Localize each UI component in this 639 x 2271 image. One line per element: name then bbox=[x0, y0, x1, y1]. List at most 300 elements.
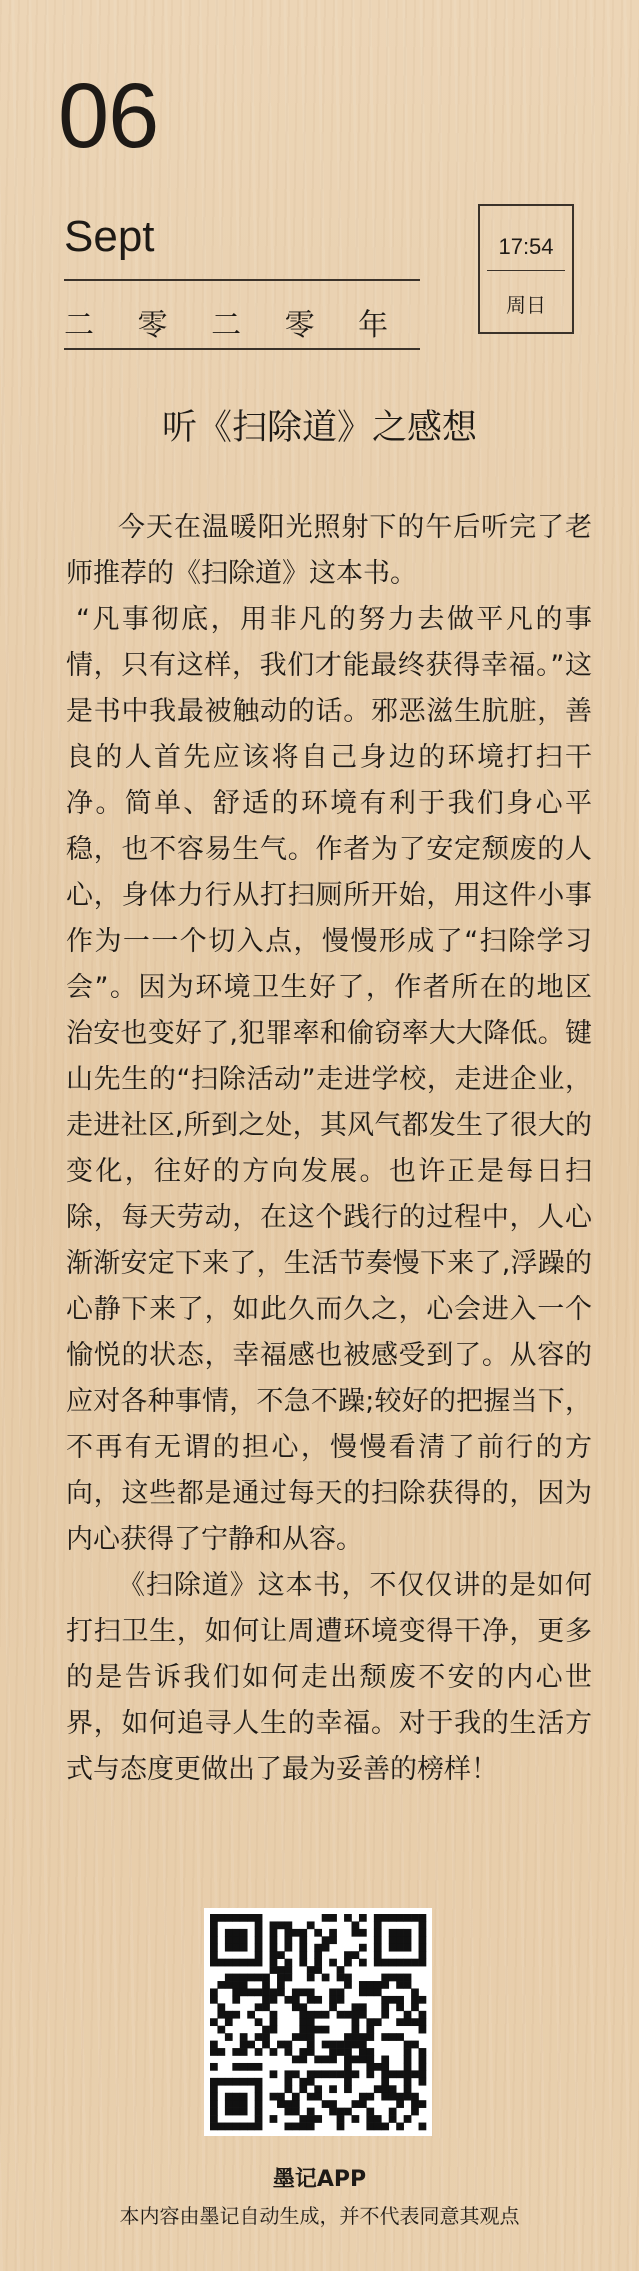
qr-module bbox=[359, 1988, 367, 1996]
qr-module bbox=[352, 2115, 360, 2123]
qr-module bbox=[389, 2085, 397, 2093]
qr-module bbox=[344, 2063, 352, 2071]
qr-module bbox=[240, 2041, 248, 2049]
qr-module bbox=[255, 1959, 263, 1967]
qr-module bbox=[270, 1951, 278, 1959]
qr-module bbox=[381, 1914, 389, 1922]
qr-module bbox=[329, 2108, 337, 2116]
qr-module bbox=[270, 2011, 278, 2019]
qr-module bbox=[389, 2070, 397, 2078]
qr-module bbox=[240, 1914, 248, 1922]
qr-module bbox=[359, 1944, 367, 1952]
qr-module bbox=[277, 1974, 285, 1982]
qr-module bbox=[366, 2033, 374, 2041]
qr-module bbox=[374, 1988, 382, 1996]
qr-module bbox=[247, 2123, 255, 2131]
qr-module bbox=[381, 2011, 389, 2019]
qr-module bbox=[307, 2108, 315, 2116]
qr-module bbox=[210, 2048, 218, 2056]
qr-module bbox=[292, 2100, 300, 2108]
qr-module bbox=[419, 1921, 427, 1929]
qr-module bbox=[247, 2041, 255, 2049]
qr-module bbox=[240, 2100, 248, 2108]
qr-module bbox=[307, 2070, 315, 2078]
date-month: Sept bbox=[64, 212, 155, 261]
qr-module bbox=[374, 2085, 382, 2093]
qr-module bbox=[225, 2011, 233, 2019]
qr-module bbox=[344, 2041, 352, 2049]
qr-module bbox=[314, 2011, 322, 2019]
qr-module bbox=[366, 2108, 374, 2116]
qr-module bbox=[419, 2048, 427, 2056]
qr-module bbox=[359, 1959, 367, 1967]
qr-module bbox=[419, 1951, 427, 1959]
qr-module bbox=[284, 1966, 292, 1974]
qr-module bbox=[381, 2123, 389, 2131]
qr-module bbox=[396, 1996, 404, 2004]
qr-module bbox=[262, 2003, 270, 2011]
qr-module bbox=[404, 1936, 412, 1944]
qr-module bbox=[270, 2070, 278, 2078]
time-box-divider bbox=[487, 270, 565, 271]
qr-module bbox=[217, 2048, 225, 2056]
qr-module bbox=[352, 2003, 360, 2011]
qr-module bbox=[322, 2011, 330, 2019]
date-day: 06 bbox=[58, 65, 159, 167]
qr-module bbox=[389, 1936, 397, 1944]
qr-module bbox=[292, 2003, 300, 2011]
qr-module bbox=[277, 1921, 285, 1929]
qr-module bbox=[329, 1996, 337, 2004]
qr-module bbox=[352, 2026, 360, 2034]
qr-module bbox=[307, 1966, 315, 1974]
qr-module bbox=[232, 2108, 240, 2116]
qr-module bbox=[292, 2108, 300, 2116]
qr-module bbox=[389, 1914, 397, 1922]
qr-module bbox=[270, 1936, 278, 1944]
qr-module bbox=[389, 1959, 397, 1967]
qr-module bbox=[404, 1914, 412, 1922]
qr-module bbox=[232, 1996, 240, 2004]
qr-module bbox=[329, 1936, 337, 1944]
qr-module bbox=[225, 1914, 233, 1922]
qr-module bbox=[404, 2085, 412, 2093]
qr-module bbox=[359, 1981, 367, 1989]
qr-module bbox=[232, 2011, 240, 2019]
qr-module bbox=[411, 2100, 419, 2108]
qr-module bbox=[396, 1914, 404, 1922]
qr-module bbox=[329, 2056, 337, 2064]
qr-module bbox=[381, 2085, 389, 2093]
qr-module bbox=[225, 2100, 233, 2108]
qr-module bbox=[232, 1974, 240, 1982]
qr-module bbox=[210, 2093, 218, 2101]
qr-module bbox=[344, 1959, 352, 1967]
qr-module bbox=[404, 2063, 412, 2071]
qr-module bbox=[299, 2056, 307, 2064]
qr-module bbox=[210, 1914, 218, 1922]
qr-module bbox=[299, 2026, 307, 2034]
qr-module bbox=[299, 2123, 307, 2131]
qr-module bbox=[307, 2041, 315, 2049]
qr-module bbox=[329, 2070, 337, 2078]
qr-module bbox=[337, 2048, 345, 2056]
qr-module bbox=[337, 2011, 345, 2019]
qr-module bbox=[419, 1929, 427, 1937]
qr-module bbox=[411, 2041, 419, 2049]
qr-module bbox=[396, 2070, 404, 2078]
qr-module bbox=[277, 2093, 285, 2101]
qr-module bbox=[322, 1936, 330, 1944]
qr-module bbox=[344, 2011, 352, 2019]
qr-module bbox=[359, 2100, 367, 2108]
qr-module bbox=[404, 2078, 412, 2086]
qr-module bbox=[322, 2070, 330, 2078]
qr-module bbox=[210, 2108, 218, 2116]
qr-module bbox=[352, 1951, 360, 1959]
qr-module bbox=[255, 1914, 263, 1922]
qr-module bbox=[337, 2115, 345, 2123]
qr-module bbox=[322, 2100, 330, 2108]
qr-module bbox=[247, 1988, 255, 1996]
qr-module bbox=[366, 1988, 374, 1996]
qr-module bbox=[419, 2078, 427, 2086]
qr-module bbox=[232, 1914, 240, 1922]
qr-module bbox=[389, 2033, 397, 2041]
qr-module bbox=[314, 1951, 322, 1959]
brand-name: 墨记APP bbox=[272, 2167, 367, 2192]
qr-module bbox=[307, 2018, 315, 2026]
qr-module bbox=[352, 2070, 360, 2078]
qr-module bbox=[225, 1936, 233, 1944]
qr-module bbox=[366, 2026, 374, 2034]
qr-module bbox=[404, 1981, 412, 1989]
qr-module bbox=[337, 2123, 345, 2131]
qr-module bbox=[270, 1921, 278, 1929]
qr-module bbox=[255, 2123, 263, 2131]
qr-module bbox=[389, 1974, 397, 1982]
qr-module bbox=[307, 2048, 315, 2056]
qr-module bbox=[314, 1966, 322, 1974]
qr-module bbox=[307, 2093, 315, 2101]
qr-module bbox=[404, 2093, 412, 2101]
qr-module bbox=[419, 1936, 427, 1944]
qr-module bbox=[255, 2078, 263, 2086]
qr-module bbox=[284, 2078, 292, 2086]
qr-module bbox=[404, 2048, 412, 2056]
qr-module bbox=[352, 1921, 360, 1929]
qr-module bbox=[314, 2026, 322, 2034]
qr-module bbox=[262, 2026, 270, 2034]
qr-module bbox=[225, 2093, 233, 2101]
qr-module bbox=[307, 1974, 315, 1982]
qr-module bbox=[225, 2033, 233, 2041]
qr-module bbox=[247, 2078, 255, 2086]
qr-module bbox=[270, 1929, 278, 1937]
qr-module bbox=[411, 2108, 419, 2116]
qr-module bbox=[419, 2123, 427, 2131]
qr-module bbox=[255, 2093, 263, 2101]
qr-module bbox=[396, 2123, 404, 2131]
qr-module bbox=[247, 1914, 255, 1922]
qr-module bbox=[344, 2056, 352, 2064]
qr-module bbox=[322, 2041, 330, 2049]
qr-module bbox=[307, 1921, 315, 1929]
qr-module bbox=[255, 1921, 263, 1929]
qr-module bbox=[255, 2085, 263, 2093]
qr-module bbox=[240, 2093, 248, 2101]
qr-module bbox=[247, 1959, 255, 1967]
qr-module bbox=[240, 2063, 248, 2071]
qr-module bbox=[299, 2011, 307, 2019]
qr-module bbox=[374, 2115, 382, 2123]
qr-module bbox=[292, 2093, 300, 2101]
qr-module bbox=[217, 1981, 225, 1989]
qr-module bbox=[262, 1996, 270, 2004]
qr-module bbox=[270, 2115, 278, 2123]
qr-module bbox=[284, 1936, 292, 1944]
qr-module bbox=[359, 1914, 367, 1922]
qr-module bbox=[366, 2070, 374, 2078]
qr-module bbox=[329, 2048, 337, 2056]
qr-module bbox=[210, 1996, 218, 2004]
qr-module bbox=[292, 1988, 300, 1996]
qr-module bbox=[411, 1914, 419, 1922]
qr-code-icon bbox=[204, 1908, 432, 2136]
qr-module bbox=[314, 1944, 322, 1952]
qr-module bbox=[411, 1959, 419, 1967]
qr-module bbox=[396, 1929, 404, 1937]
qr-module bbox=[292, 2070, 300, 2078]
qr-module bbox=[262, 1974, 270, 1982]
qr-module bbox=[240, 1974, 248, 1982]
qr-module bbox=[322, 1944, 330, 1952]
qr-module bbox=[299, 2033, 307, 2041]
qr-module bbox=[299, 1951, 307, 1959]
qr-module bbox=[322, 2056, 330, 2064]
qr-module bbox=[210, 1921, 218, 1929]
qr-module bbox=[329, 2041, 337, 2049]
qr-module bbox=[419, 2070, 427, 2078]
qr-module bbox=[352, 2011, 360, 2019]
divider-bottom bbox=[64, 348, 420, 350]
qr-module bbox=[232, 2123, 240, 2131]
divider-top bbox=[64, 279, 420, 281]
qr-module bbox=[232, 1981, 240, 1989]
qr-module bbox=[389, 2115, 397, 2123]
qr-module bbox=[396, 2093, 404, 2101]
qr-module bbox=[396, 2033, 404, 2041]
qr-module bbox=[262, 1988, 270, 1996]
qr-module bbox=[314, 2115, 322, 2123]
qr-module bbox=[255, 1944, 263, 1952]
qr-module bbox=[366, 2018, 374, 2026]
qr-module bbox=[389, 1944, 397, 1952]
qr-module bbox=[299, 1929, 307, 1937]
qr-module bbox=[299, 2078, 307, 2086]
qr-module bbox=[329, 2003, 337, 2011]
qr-module bbox=[270, 2093, 278, 2101]
qr-module bbox=[299, 1988, 307, 1996]
qr-module bbox=[344, 1974, 352, 1982]
qr-module bbox=[292, 2123, 300, 2131]
qr-module bbox=[255, 2018, 263, 2026]
qr-module bbox=[277, 1988, 285, 1996]
qr-module bbox=[232, 1944, 240, 1952]
qr-module bbox=[277, 1981, 285, 1989]
qr-module bbox=[292, 1996, 300, 2004]
qr-module bbox=[210, 1951, 218, 1959]
qr-module bbox=[217, 2026, 225, 2034]
qr-module bbox=[240, 2123, 248, 2131]
qr-module bbox=[344, 2070, 352, 2078]
qr-module bbox=[381, 2056, 389, 2064]
qr-module bbox=[337, 1974, 345, 1982]
qr-module bbox=[352, 2056, 360, 2064]
qr-module bbox=[381, 1996, 389, 2004]
qr-module bbox=[352, 2033, 360, 2041]
qr-module bbox=[210, 2085, 218, 2093]
article-body bbox=[66, 505, 592, 1793]
qr-module bbox=[247, 2063, 255, 2071]
qr-module bbox=[322, 1974, 330, 1982]
qr-module bbox=[419, 2018, 427, 2026]
qr-module bbox=[299, 2115, 307, 2123]
qr-module bbox=[277, 2041, 285, 2049]
qr-module bbox=[337, 2108, 345, 2116]
qr-module bbox=[307, 2115, 315, 2123]
qr-module bbox=[210, 2041, 218, 2049]
qr-module bbox=[232, 1988, 240, 1996]
qr-module bbox=[404, 2011, 412, 2019]
qr-module bbox=[255, 1929, 263, 1937]
qr-module bbox=[262, 2041, 270, 2049]
qr-module bbox=[374, 2123, 382, 2131]
qr-module bbox=[374, 2063, 382, 2071]
qr-module bbox=[381, 1959, 389, 1967]
qr-module bbox=[344, 2078, 352, 2086]
qr-module bbox=[255, 1936, 263, 1944]
qr-module bbox=[210, 1988, 218, 1996]
qr-module bbox=[284, 2100, 292, 2108]
qr-module bbox=[366, 2056, 374, 2064]
qr-module bbox=[359, 2011, 367, 2019]
qr-module bbox=[381, 2033, 389, 2041]
qr-module bbox=[404, 1929, 412, 1937]
qr-module bbox=[419, 1944, 427, 1952]
qr-module bbox=[255, 2033, 263, 2041]
qr-module bbox=[225, 1959, 233, 1967]
qr-module bbox=[419, 2063, 427, 2071]
qr-module bbox=[389, 2108, 397, 2116]
qr-module bbox=[255, 2108, 263, 2116]
qr-module bbox=[381, 1981, 389, 1989]
qr-module bbox=[411, 2070, 419, 2078]
qr-module bbox=[270, 1966, 278, 1974]
qr-module bbox=[307, 2026, 315, 2034]
qr-module bbox=[225, 1981, 233, 1989]
qr-module bbox=[225, 1929, 233, 1937]
qr-module bbox=[240, 2033, 248, 2041]
qr-module bbox=[240, 1959, 248, 1967]
qr-module bbox=[225, 1974, 233, 1982]
qr-module bbox=[314, 1929, 322, 1937]
qr-module bbox=[374, 1951, 382, 1959]
qr-module bbox=[307, 1996, 315, 2004]
qr-module bbox=[247, 2011, 255, 2019]
qr-module bbox=[411, 1988, 419, 1996]
qr-module bbox=[270, 2048, 278, 2056]
qr-module bbox=[217, 2123, 225, 2131]
qr-module bbox=[396, 1936, 404, 1944]
qr-module bbox=[284, 1974, 292, 1982]
qr-module bbox=[240, 1981, 248, 1989]
qr-module bbox=[359, 2041, 367, 2049]
qr-module bbox=[247, 1974, 255, 1982]
article-title: 听《扫除道》之感想 bbox=[161, 408, 477, 448]
qr-module bbox=[337, 1966, 345, 1974]
qr-module bbox=[344, 2108, 352, 2116]
qr-module bbox=[337, 1996, 345, 2004]
qr-module bbox=[292, 2033, 300, 2041]
qr-module bbox=[232, 1959, 240, 1967]
qr-module bbox=[284, 1921, 292, 1929]
qr-module bbox=[389, 1929, 397, 1937]
qr-module bbox=[404, 2018, 412, 2026]
qr-module bbox=[225, 1944, 233, 1952]
qr-module bbox=[374, 1921, 382, 1929]
qr-module bbox=[299, 1936, 307, 1944]
qr-module bbox=[240, 1929, 248, 1937]
qr-module bbox=[359, 2056, 367, 2064]
qr-module bbox=[329, 2100, 337, 2108]
qr-module bbox=[374, 1944, 382, 1952]
qr-module bbox=[374, 1959, 382, 1967]
qr-module bbox=[299, 2048, 307, 2056]
qr-module bbox=[307, 1988, 315, 1996]
qr-module bbox=[314, 1996, 322, 2004]
qr-module bbox=[270, 1988, 278, 1996]
qr-module bbox=[419, 2056, 427, 2064]
qr-module bbox=[284, 1959, 292, 1967]
qr-module bbox=[352, 2100, 360, 2108]
qr-module bbox=[307, 2123, 315, 2131]
qr-module bbox=[366, 2123, 374, 2131]
qr-module bbox=[359, 2003, 367, 2011]
qr-module bbox=[396, 1974, 404, 1982]
qr-module bbox=[411, 1996, 419, 2004]
weekday-label: 周日 bbox=[506, 293, 546, 317]
qr-module bbox=[210, 1959, 218, 1967]
qr-module bbox=[240, 1944, 248, 1952]
qr-module bbox=[292, 1929, 300, 1937]
qr-module bbox=[337, 2070, 345, 2078]
qr-module bbox=[255, 1974, 263, 1982]
qr-module bbox=[232, 2093, 240, 2101]
qr-module bbox=[232, 1929, 240, 1937]
qr-module bbox=[217, 2011, 225, 2019]
qr-module bbox=[255, 1951, 263, 1959]
qr-module bbox=[419, 1996, 427, 2004]
qr-module bbox=[232, 1936, 240, 1944]
qr-module bbox=[344, 1951, 352, 1959]
qr-module bbox=[366, 2115, 374, 2123]
qr-module bbox=[210, 2018, 218, 2026]
qr-module bbox=[329, 1959, 337, 1967]
qr-module bbox=[270, 2026, 278, 2034]
qr-module bbox=[366, 2063, 374, 2071]
qr-module bbox=[255, 2115, 263, 2123]
